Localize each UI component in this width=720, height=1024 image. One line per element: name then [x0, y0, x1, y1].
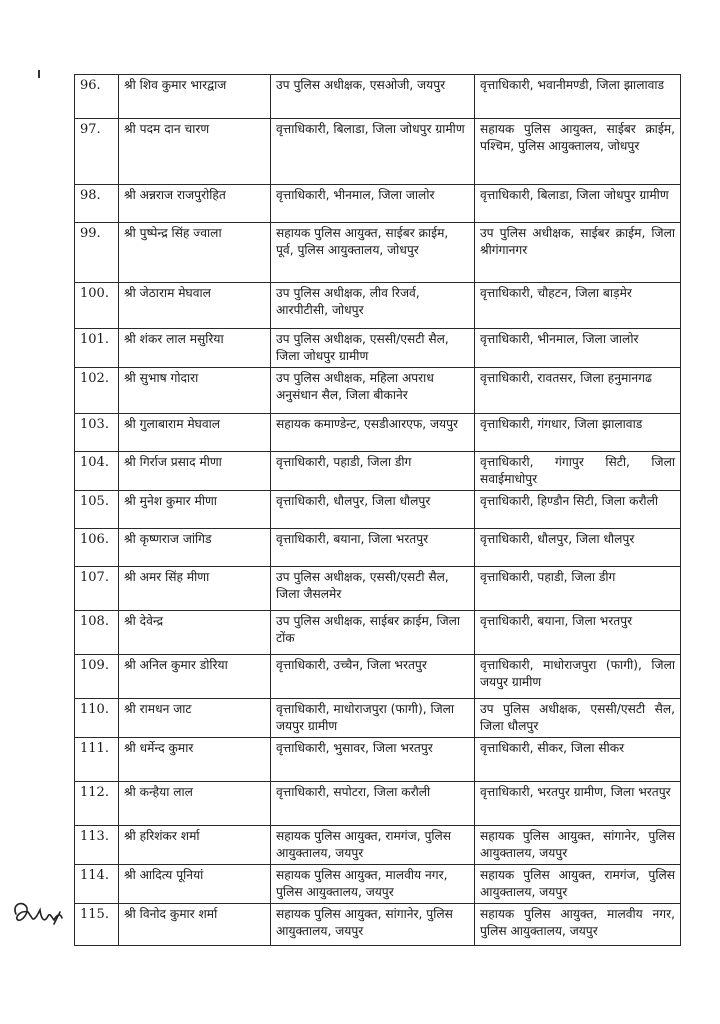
new-posting: उप पुलिस अधीक्षक, एससी/एसटी सैल, जिला धौलपुर: [475, 699, 681, 738]
current-posting: वृत्ताधिकारी, भीनमाल, जिला जालोर: [271, 185, 475, 223]
officer-name: श्री पुष्पेन्द्र सिंह ज्वाला: [119, 223, 271, 283]
new-posting: वृत्ताधिकारी, बिलाडा, जिला जोधपुर ग्रामीण: [475, 185, 681, 223]
serial-number: 110.: [75, 699, 119, 738]
current-posting: उप पुलिस अधीक्षक, एसओजी, जयपुर: [271, 75, 475, 119]
officer-name: श्री आदित्य पूनियां: [119, 865, 271, 904]
serial-number: 99.: [75, 223, 119, 283]
officer-name: श्री जेठाराम मेघवाल: [119, 283, 271, 329]
new-posting: सहायक पुलिस आयुक्त, रामगंज, पुलिस आयुक्तालय, जयपुर: [475, 865, 681, 904]
serial-number: 114.: [75, 865, 119, 904]
serial-number: 97.: [75, 119, 119, 185]
current-posting: उप पुलिस अधीक्षक, एससी/एसटी सैल, जिला जोधपुर ग्रामीण: [271, 329, 475, 368]
serial-number: 108.: [75, 611, 119, 655]
officer-name: श्री रामधन जाट: [119, 699, 271, 738]
current-posting: उप पुलिस अधीक्षक, लीव रिजर्व, आरपीटीसी, जोधपुर: [271, 283, 475, 329]
new-posting: उप पुलिस अधीक्षक, साईबर क्राईम, जिला श्रीगंगानगर: [475, 223, 681, 283]
officer-name: श्री शंकर लाल मसुरिया: [119, 329, 271, 368]
table-row: [75, 529, 681, 567]
current-posting: वृत्ताधिकारी, धौलपुर, जिला धौलपुर: [271, 491, 475, 529]
new-posting: वृत्ताधिकारी, भवानीमण्डी, जिला झालावाड: [475, 75, 681, 119]
transfer-table: [74, 74, 681, 946]
table-row: [75, 414, 681, 452]
current-posting: सहायक पुलिस आयुक्त, मालवीय नगर, पुलिस आयुक्तालय, जयपुर: [271, 865, 475, 904]
serial-number: 112.: [75, 782, 119, 826]
officer-name: श्री सुभाष गोदारा: [119, 368, 271, 414]
table-row: [75, 75, 681, 119]
officer-name: श्री हरिशंकर शर्मा: [119, 826, 271, 865]
officer-name: श्री अनिल कुमार डोरिया: [119, 655, 271, 699]
current-posting: वृत्ताधिकारी, उच्चैन, जिला भरतपुर: [271, 655, 475, 699]
current-posting: सहायक कमाण्डेन्ट, एसडीआरएफ, जयपुर: [271, 414, 475, 452]
table-row: [75, 826, 681, 865]
serial-number: 106.: [75, 529, 119, 567]
officer-name: श्री शिव कुमार भारद्वाज: [119, 75, 271, 119]
new-posting: वृत्ताधिकारी, चौहटन, जिला बाड़मेर: [475, 283, 681, 329]
serial-number: 101.: [75, 329, 119, 368]
new-posting: वृत्ताधिकारी, पहाडी, जिला डीग: [475, 567, 681, 611]
table-row: [75, 329, 681, 368]
serial-number: 111.: [75, 738, 119, 782]
new-posting: वृत्ताधिकारी, धौलपुर, जिला धौलपुर: [475, 529, 681, 567]
serial-number: 100.: [75, 283, 119, 329]
officer-name: श्री गुलाबाराम मेघवाल: [119, 414, 271, 452]
new-posting: वृत्ताधिकारी, सीकर, जिला सीकर: [475, 738, 681, 782]
new-posting: वृत्ताधिकारी, भरतपुर ग्रामीण, जिला भरतपुर: [475, 782, 681, 826]
handwritten-initials: [10, 892, 70, 940]
officer-name: श्री धर्मेन्द कुमार: [119, 738, 271, 782]
new-posting: वृत्ताधिकारी, बयाना, जिला भरतपुर: [475, 611, 681, 655]
new-posting: वृत्ताधिकारी, रावतसर, जिला हनुमानगढ: [475, 368, 681, 414]
table-row: [75, 611, 681, 655]
serial-number: 103.: [75, 414, 119, 452]
officer-name: श्री मुनेश कुमार मीणा: [119, 491, 271, 529]
current-posting: सहायक पुलिस आयुक्त, सांगानेर, पुलिस आयुक्तालय, जयपुर: [271, 904, 475, 946]
current-posting: वृत्ताधिकारी, पहाडी, जिला डीग: [271, 452, 475, 491]
current-posting: वृत्ताधिकारी, सपोटरा, जिला करौली: [271, 782, 475, 826]
current-posting: उप पुलिस अधीक्षक, साईबर क्राईम, जिला टोंक: [271, 611, 475, 655]
table-row: [75, 368, 681, 414]
table-row: [75, 904, 681, 946]
serial-number: 105.: [75, 491, 119, 529]
table-row: [75, 738, 681, 782]
serial-number: 107.: [75, 567, 119, 611]
officer-name: श्री देवेन्द्र: [119, 611, 271, 655]
table-row: [75, 782, 681, 826]
table-row: [75, 491, 681, 529]
officer-name: श्री अमर सिंह मीणा: [119, 567, 271, 611]
officer-name: श्री अन्नराज राजपुरोहित: [119, 185, 271, 223]
current-posting: वृत्ताधिकारी, भुसावर, जिला भरतपुर: [271, 738, 475, 782]
officer-name: श्री गिर्राज प्रसाद मीणा: [119, 452, 271, 491]
officer-name: श्री कृष्णराज जांगिड: [119, 529, 271, 567]
current-posting: वृत्ताधिकारी, बयाना, जिला भरतपुर: [271, 529, 475, 567]
new-posting: वृत्ताधिकारी, हिण्डौन सिटी, जिला करौली: [475, 491, 681, 529]
new-posting: सहायक पुलिस आयुक्त, सांगानेर, पुलिस आयुक्तालय, जयपुर: [475, 826, 681, 865]
serial-number: 109.: [75, 655, 119, 699]
table-row: [75, 567, 681, 611]
table-row: [75, 452, 681, 491]
transfer-table-body: [75, 75, 681, 946]
current-posting: उप पुलिस अधीक्षक, महिला अपराध अनुसंधान सैल, जिला बीकानेर: [271, 368, 475, 414]
current-posting: सहायक पुलिस आयुक्त, रामगंज, पुलिस आयुक्तालय, जयपुर: [271, 826, 475, 865]
serial-number: 115.: [75, 904, 119, 946]
table-row: [75, 223, 681, 283]
new-posting: वृत्ताधिकारी, गंगधार, जिला झालावाड: [475, 414, 681, 452]
serial-number: 104.: [75, 452, 119, 491]
officer-name: श्री कन्हैया लाल: [119, 782, 271, 826]
officer-name: श्री पदम दान चारण: [119, 119, 271, 185]
serial-number: 98.: [75, 185, 119, 223]
serial-number: 102.: [75, 368, 119, 414]
new-posting: वृत्ताधिकारी, भीनमाल, जिला जालोर: [475, 329, 681, 368]
table-row: [75, 699, 681, 738]
table-row: [75, 119, 681, 185]
serial-number: 96.: [75, 75, 119, 119]
table-row: [75, 283, 681, 329]
new-posting: सहायक पुलिस आयुक्त, मालवीय नगर, पुलिस आयुक्तालय, जयपुर: [475, 904, 681, 946]
table-row: [75, 865, 681, 904]
new-posting: सहायक पुलिस आयुक्त, साईबर क्राईम, पश्चिम, पुलिस आयुक्तालय, जोधपुर: [475, 119, 681, 185]
table-row: [75, 655, 681, 699]
officer-name: श्री विनोद कुमार शर्मा: [119, 904, 271, 946]
current-posting: सहायक पुलिस आयुक्त, साईबर क्राईम, पूर्व, पुलिस आयुक्तालय, जोधपुर: [271, 223, 475, 283]
new-posting: वृत्ताधिकारी, माधोराजपुरा (फागी), जिला जयपुर ग्रामीण: [475, 655, 681, 699]
current-posting: वृत्ताधिकारी, माधोराजपुरा (फागी), जिला जयपुर ग्रामीण: [271, 699, 475, 738]
margin-mark: [38, 70, 40, 78]
table-row: [75, 185, 681, 223]
current-posting: उप पुलिस अधीक्षक, एससी/एसटी सैल, जिला जैसलमेर: [271, 567, 475, 611]
serial-number: 113.: [75, 826, 119, 865]
new-posting: वृत्ताधिकारी, गंगापुर सिटी, जिला सवाईमाधोपुर: [475, 452, 681, 491]
current-posting: वृत्ताधिकारी, बिलाडा, जिला जोधपुर ग्रामीण: [271, 119, 475, 185]
